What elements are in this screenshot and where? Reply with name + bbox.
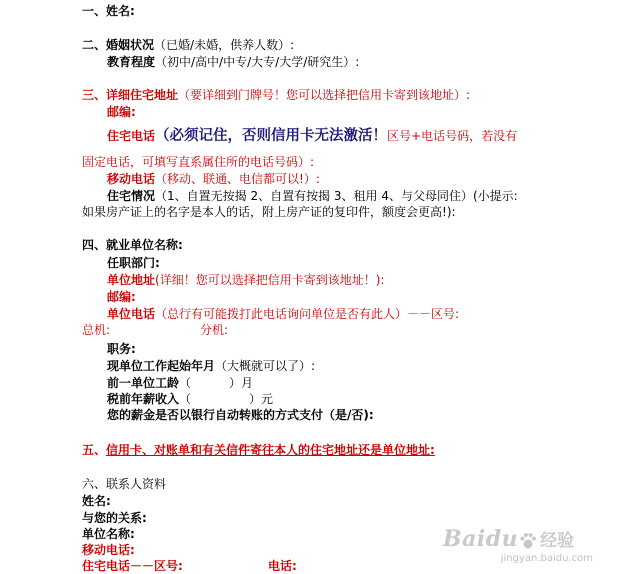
- contact-phone-label: 电话:: [268, 559, 297, 573]
- contact-relation-label: 与您的关系:: [82, 511, 147, 525]
- contact-mobile-label: 移动电话:: [82, 543, 135, 557]
- switchboard-label: 总机:: [82, 323, 111, 337]
- section-4-employer: [82, 238, 183, 253]
- work-zip-label: 邮编:: [107, 290, 136, 304]
- section-number: 五、: [82, 443, 107, 457]
- prev-tenure-close: ）月: [229, 376, 254, 390]
- housing-line: [107, 189, 518, 204]
- section-2-marital: [82, 38, 294, 53]
- education-label: 教育程度: [107, 55, 156, 69]
- watermark-url: jingyan.baidu.com: [500, 553, 593, 564]
- work-phone-label: 单位电话: [107, 307, 156, 321]
- employer-label: 就业单位名称:: [106, 238, 183, 252]
- work-address-line: [107, 273, 384, 288]
- section-number: 二、: [82, 38, 107, 52]
- work-phone-hint: （总行有可能拨打此电话询问单位是否有此人）－－区号:: [155, 307, 460, 321]
- watermark-logo: Baidu: [443, 526, 519, 552]
- marital-label: 婚姻状况: [106, 38, 155, 52]
- contact-company-label: 单位名称:: [82, 527, 135, 541]
- mailing-question: 信用卡、对账单和有关信件寄往本人的住宅地址还是单位地址:: [106, 443, 435, 457]
- income-line: [107, 392, 273, 407]
- income-close: ）元: [249, 392, 274, 406]
- position-label: 职务:: [107, 342, 136, 356]
- home-phone-warning: （必须记住，否则信用卡无法激活！: [155, 128, 388, 144]
- income-label: 税前年薪收入: [107, 392, 180, 406]
- section-3-address: [82, 88, 470, 103]
- home-address-hint: （要详细到门牌号！您可以选择把信用卡寄到该地址）:: [178, 88, 471, 102]
- section-number: 三、: [82, 88, 107, 102]
- name-label: 姓名:: [106, 4, 135, 18]
- prev-tenure-open: （: [179, 376, 192, 390]
- housing-hint-cont: 如果房产证上的名字是本人的话，附上房产证的复印件，额度会更高!):: [82, 205, 456, 219]
- mobile-line: [107, 172, 320, 187]
- contact-name-label: 姓名:: [82, 494, 111, 508]
- department-label: 任职部门:: [107, 256, 160, 270]
- section-6-contact: [82, 477, 166, 492]
- income-open: （: [179, 392, 192, 406]
- housing-label: 住宅情况: [107, 189, 156, 203]
- section-1-name: [82, 4, 135, 19]
- start-date-label: 现单位工作起始年月: [107, 359, 216, 373]
- prev-tenure-label: 前一单位工龄: [107, 376, 180, 390]
- home-phone-label: 住宅电话: [107, 129, 156, 143]
- mobile-label: 移动电话: [107, 172, 156, 186]
- home-phone-line: [107, 129, 517, 144]
- baidu-watermark: [443, 526, 613, 570]
- home-address-label: 详细住宅地址: [106, 88, 179, 102]
- extension-label: 分机:: [200, 323, 229, 337]
- start-date-hint: （大概就可以了）:: [215, 359, 316, 373]
- section-5-mailing: [82, 443, 435, 458]
- contact-section-label: 联系人资料: [106, 477, 167, 491]
- housing-hint: （1、自置无按揭 2、自置有按揭 3、租用 4、与父母同住）(小提示:: [155, 189, 518, 203]
- section-number: 四、: [82, 238, 107, 252]
- watermark-product: 经验: [540, 531, 575, 551]
- home-zip-label: 邮编:: [107, 105, 136, 119]
- mobile-hint: （移动、联通、电信都可以!）:: [155, 172, 320, 186]
- work-phone-line: [107, 307, 459, 322]
- paw-icon: [519, 532, 537, 553]
- education-hint: （初中/高中/中专/大专/大学/研究生）:: [155, 55, 360, 69]
- work-address-label: 单位地址: [107, 273, 156, 287]
- home-phone-hint-cont: 固定电话，可填写直系属住所的电话号码）:: [82, 155, 315, 169]
- work-address-hint: (详细！您可以选择把信用卡寄到该地址！):: [155, 273, 385, 287]
- section-number: 一、: [82, 4, 107, 18]
- prev-tenure-line: [107, 376, 253, 391]
- marital-hint: （已婚/未婚，供养人数）:: [154, 38, 295, 52]
- section-number: 六、: [82, 477, 107, 491]
- contact-home-phone-label: 住宅电话－－区号:: [82, 559, 183, 573]
- salary-transfer-question: 您的薪金是否以银行自动转账的方式支付（是/否):: [107, 408, 374, 422]
- start-date-line: [107, 359, 315, 374]
- education-line: [107, 55, 359, 70]
- home-phone-hint: 区号+电话号码，若没有: [387, 129, 518, 143]
